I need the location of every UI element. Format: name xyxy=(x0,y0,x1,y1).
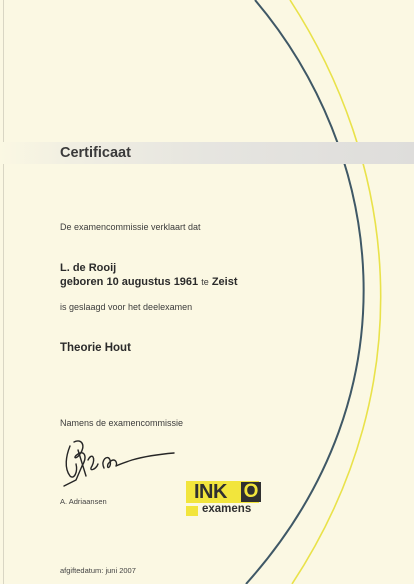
logo-word: INK xyxy=(194,481,227,503)
birth-line xyxy=(60,276,238,288)
birth-date: geboren 10 augustus 1961 xyxy=(60,276,199,288)
passed-statement: is geslaagd voor het deelexamen xyxy=(60,302,193,312)
certificate-title: Certificaat xyxy=(60,145,131,161)
yellow-arc xyxy=(290,0,381,584)
dark-arc xyxy=(246,0,364,584)
issue-date: afgiftedatum: juni 2007 xyxy=(60,566,136,575)
logo-yellow-square xyxy=(186,506,198,516)
handwritten-signature xyxy=(58,436,178,492)
on-behalf-text: Namens de examencommissie xyxy=(60,418,184,428)
exam-name: Theorie Hout xyxy=(60,342,131,354)
birth-place: Zeist xyxy=(211,276,238,288)
logo-letter-o: O xyxy=(241,482,261,502)
logo-subtitle: examens xyxy=(202,503,252,515)
candidate-name: L. de Rooij xyxy=(60,262,117,274)
birth-connector: te xyxy=(201,277,209,287)
signatory-name: A. Adriaansen xyxy=(60,497,107,506)
intro-text: De examencommissie verklaart dat xyxy=(60,222,201,232)
